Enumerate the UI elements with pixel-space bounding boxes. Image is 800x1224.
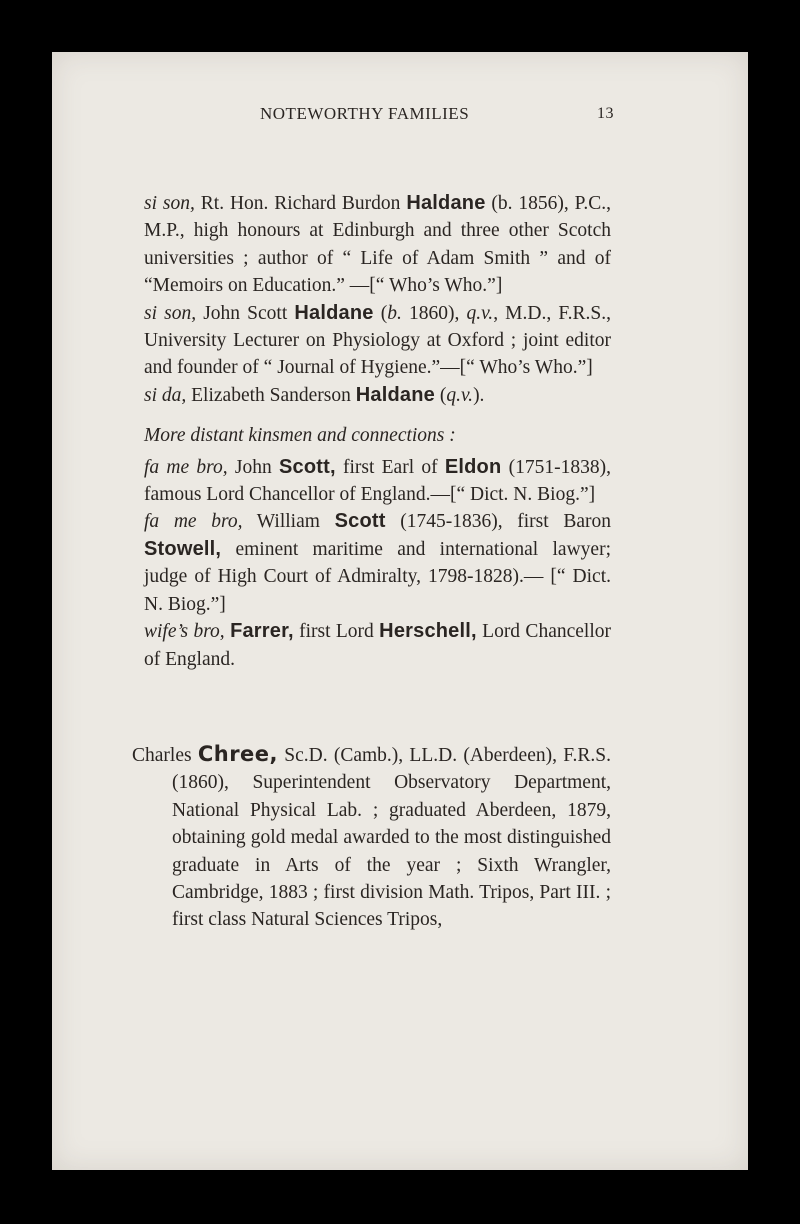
entry-eldon: fa me bro, John Scott, first Earl of Eldon (1751-1838), famous Lord Chancellor of England.—[“ Dict. N. Biog.”] (144, 455, 611, 506)
entry-herschell: wife’s bro, Farrer, first Lord Herschell, Lord Chancellor of England. (144, 620, 611, 670)
relation: si da, (144, 384, 187, 406)
section-heading: More distant kinsmen and connections : (144, 425, 456, 447)
family-name: Haldane (406, 192, 486, 214)
family-name: Farrer, (230, 620, 294, 643)
entry-elizabeth-haldane: si da, Elizabeth Sanderson Haldane (q.v.). (144, 383, 485, 406)
family-name: Scott, (278, 455, 336, 478)
spacer (132, 673, 611, 741)
family-name: Haldane (355, 383, 435, 406)
page-body (132, 190, 611, 934)
entry-stowell: fa me bro, William Scott (1745-1836), first Baron Stowell, eminent maritime and international lawyer; judge of High Court of Admiralty, 1798-1828).— [“ Dict. N. Biog.”] (144, 510, 611, 615)
relation: fa me bro, (144, 456, 228, 478)
relation: fa me bro, (144, 511, 243, 533)
relation: wife’s bro, (144, 621, 225, 643)
title-name: Herschell, (379, 620, 477, 643)
relation: si son, (144, 193, 195, 214)
page-header (260, 104, 800, 124)
entry-richard-haldane: si son, Rt. Hon. Richard Burdon Haldane (b. 1856), P.C., M.P., high honours at Edinburgh and three other Scotch universities ; author of “ Life of Adam Smith ” and of “Memoirs on Education.” —[“ Who’s Who.”] (144, 192, 611, 297)
family-name: Chree, (197, 741, 279, 766)
running-title: NOTEWORTHY FAMILIES (260, 104, 470, 123)
page-number: 13 (597, 105, 614, 122)
family-name: Haldane (294, 301, 374, 324)
title-name: Stowell, (144, 537, 222, 560)
entry-chree: Charles Chree, Sc.D. (Camb.), LL.D. (Aberdeen), F.R.S. (1860), Superintendent Observatory Department, National Physical Lab. ; graduated Aberdeen, 1879, obtaining gold medal awarded to the most distinguished graduate in Arts of the year ; Sixth Wrangler, Cambridge, 1883 ; first division Math. Tripos, Part III. ; first class Natural Sciences Tripos, (132, 741, 611, 931)
title-name: Eldon (444, 455, 502, 478)
relation: si son, (144, 302, 197, 324)
family-name: Scott (334, 510, 386, 533)
entry-john-haldane: si son, John Scott Haldane (b. 1860), q.v., M.D., F.R.S., University Lecturer on Physiology at Oxford ; joint editor and founder of “ Journal of Hygiene.”—[“ Who’s Who.”] (144, 301, 611, 379)
